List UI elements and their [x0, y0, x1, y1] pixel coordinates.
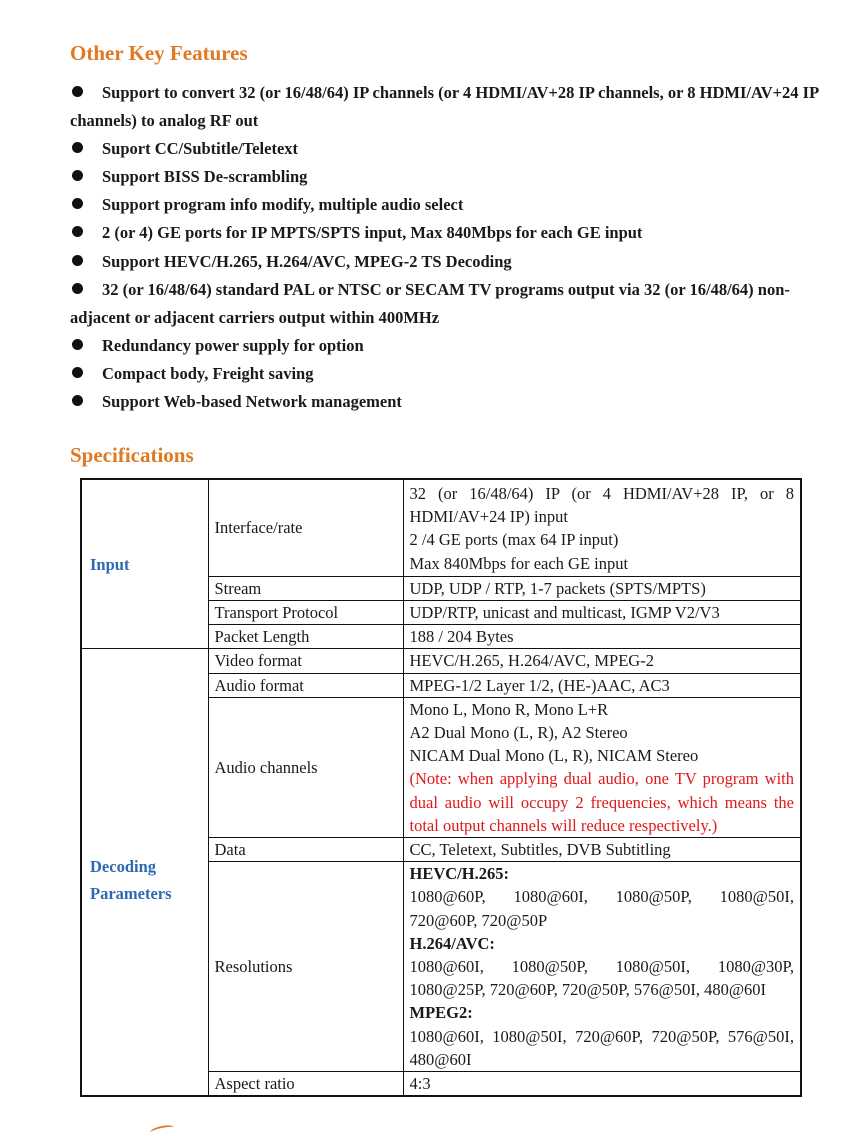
bullet-icon [70, 248, 102, 276]
param-label: Interface/rate [208, 479, 403, 576]
specifications-table [80, 478, 802, 1097]
feature-item: Support HEVC/H.265, H.264/AVC, MPEG-2 TS Decoding [70, 248, 830, 276]
feature-item: Support to convert 32 (or 16/48/64) IP channels (or 4 HDMI/AV+28 IP channels, or 8 HDMI/AV+24 IP channels) to analog RF out [70, 79, 830, 135]
param-label: Audio format [208, 673, 403, 697]
param-value: UDP/RTP, unicast and multicast, IGMP V2/V3 [403, 601, 801, 625]
feature-item: Support BISS De-scrambling [70, 163, 830, 191]
feature-item: Compact body, Freight saving [70, 360, 830, 388]
feature-item: Support program info modify, multiple audio select [70, 191, 830, 219]
bullet-icon [70, 135, 102, 163]
feature-item: 32 (or 16/48/64) standard PAL or NTSC or SECAM TV programs output via 32 (or 16/48/64) non-adjacent or adjacent carriers output within 400MHz [70, 276, 830, 332]
param-label: Packet Length [208, 625, 403, 649]
table-row [81, 649, 801, 673]
param-value: CC, Teletext, Subtitles, DVB Subtitling [403, 838, 801, 862]
feature-item: 2 (or 4) GE ports for IP MPTS/SPTS input, Max 840Mbps for each GE input [70, 219, 830, 247]
param-value: HEVC/H.265, H.264/AVC, MPEG-2 [403, 649, 801, 673]
param-label: Video format [208, 649, 403, 673]
param-label: Data [208, 838, 403, 862]
bullet-icon [70, 332, 102, 360]
param-label: Stream [208, 576, 403, 600]
bullet-icon [70, 388, 102, 416]
param-value: MPEG-1/2 Layer 1/2, (HE-)AAC, AC3 [403, 673, 801, 697]
param-value: 4:3 [403, 1072, 801, 1097]
group-input: Input [81, 479, 208, 649]
bullet-icon [70, 191, 102, 219]
bullet-icon [70, 219, 102, 247]
bullet-icon [70, 163, 102, 191]
feature-item: Support Web-based Network management [70, 388, 830, 416]
param-value: UDP, UDP / RTP, 1-7 packets (SPTS/MPTS) [403, 576, 801, 600]
param-value: Mono L, Mono R, Mono L+R A2 Dual Mono (L, R), A2 Stereo NICAM Dual Mono (L, R), NICAM Stereo (Note: when applying dual audio, one TV program with dual audio will occupy 2 frequencies, which means the total output channels will reduce respectively.) [403, 697, 801, 837]
table-row [81, 479, 801, 576]
feature-item: Redundancy power supply for option [70, 332, 830, 360]
param-value: 32 (or 16/48/64) IP (or 4 HDMI/AV+28 IP, or 8 HDMI/AV+24 IP) input 2 /4 GE ports (max 64 IP input) Max 840Mbps for each GE input [403, 479, 801, 576]
bullet-icon [70, 79, 102, 107]
features-list [70, 79, 830, 416]
audio-note: (Note: when applying dual audio, one TV program with dual audio will occupy 2 frequencies, which means the total output channels will reduce respectively.) [409, 769, 794, 835]
features-heading: Other Key Features [70, 41, 248, 65]
group-decoding: Decoding Parameters [81, 649, 208, 1096]
feature-item: Suport CC/Subtitle/Teletext [70, 135, 830, 163]
bullet-icon [70, 276, 102, 304]
param-label: Aspect ratio [208, 1072, 403, 1097]
param-label: Audio channels [208, 697, 403, 837]
param-value: HEVC/H.265: 1080@60P, 1080@60I, 1080@50P, 1080@50I, 720@60P, 720@50P H.264/AVC: 1080@60I, 1080@50P, 1080@50I, 1080@30P, 1080@25P, 720@60P, 720@50P, 576@50I, 480@60I MPEG2: 1080@60I, 1080@50I, 720@60P, 720@50P, 576@50I, 480@60I [403, 862, 801, 1072]
param-label: Transport Protocol [208, 601, 403, 625]
specifications-heading: Specifications [70, 443, 194, 467]
bullet-icon [70, 360, 102, 388]
decorative-swoosh [149, 1124, 174, 1136]
param-value: 188 / 204 Bytes [403, 625, 801, 649]
param-label: Resolutions [208, 862, 403, 1072]
